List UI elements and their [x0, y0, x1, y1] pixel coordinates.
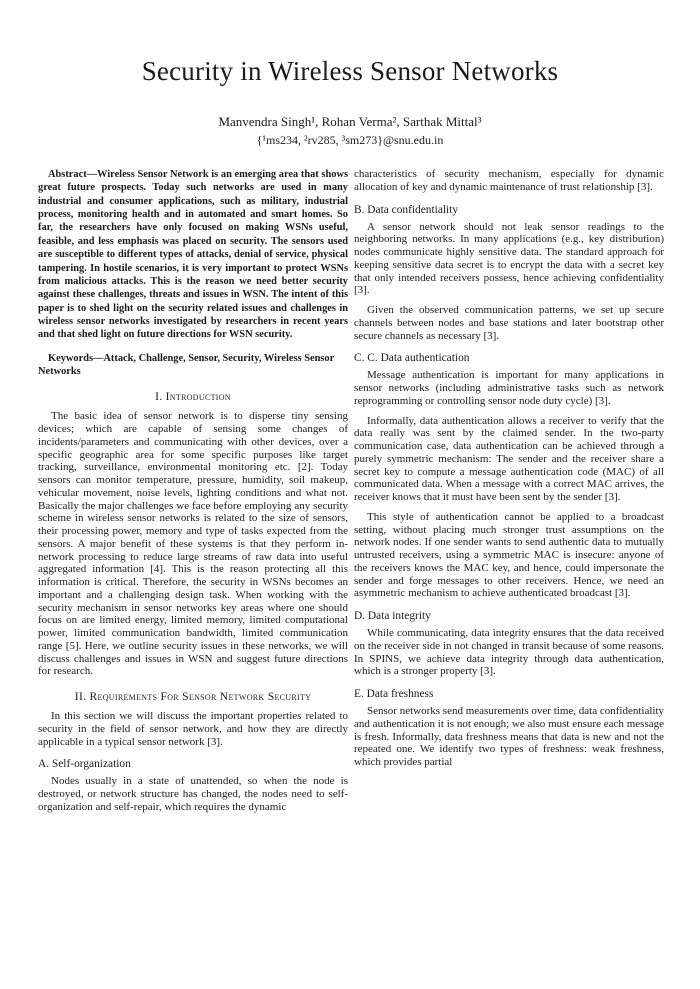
right-column	[354, 168, 664, 821]
data-authentication-paragraph-2: Informally, data authentication allows a receiver to verify that the data really was sent by the claimed sender. In the two-party communication case, data authentication can be achieved through a purely symmetric mechanism: The sender and the receiver share a secret key to compute a message authentication code (MAC) of all communicated data. When a message with a correct MAC arrives, the receiver knows that it must have been sent by the sender [3].	[354, 414, 664, 503]
data-confidentiality-paragraph-1: A sensor network should not leak sensor readings to the neighboring networks. In many applications (e.g., key distribution) nodes communicate highly sensitive data. The standard approach for keeping sensitive data secret is to encrypt the data with a secret key that only intended receivers possess, hence achieving confidentiality [3].	[354, 220, 664, 297]
subsection-heading-data-authentication: C. C. Data authentication	[354, 352, 470, 365]
data-authentication-paragraph-1: Message authentication is important for many applications in sensor networks (including administrative tasks such as network reprogramming or controlling sensor node duty cycle) [3].	[354, 369, 664, 407]
data-confidentiality-paragraph-2: Given the observed communication patterns, we set up secure channels between nodes and base stations and later bootstrap other secure channels as necessary [3].	[354, 304, 664, 342]
abstract-paragraph: Abstract—Wireless Sensor Network is an emerging area that shows great future prospects. Today such networks are used in many industrial and consumer applications, such as military, industrial process, monitoring health and in automated and smart homes. So far, the researchers have only focused on making WSNs useful, feasible, and less emphasis was placed on security. The sensors used are susceptible to different types of attacks, denial of service, physical tampering. In hostile scenarios, it is very important to protect WSNs from malicious attacks. This is the reason we need better security against these challenges, threats and issues in WSN. The intent of this paper is to shed light on the security related issues and challenges in wireless sensor networks investigated by researchers in recent years and that shed light on future directions for WSN security.	[38, 169, 348, 341]
data-freshness-paragraph: Sensor networks send measurements over time, data confidentiality and authentication it is not enough; we also must ensure each message is fresh. Informally, data freshness means that data is new and not the repeated one. We identify two types of freshness: weak freshness, which provides partial	[354, 705, 664, 768]
two-column-body	[38, 168, 664, 821]
subsection-heading-data-integrity: D. Data integrity	[354, 610, 431, 622]
subsection-heading-data-freshness: E. Data freshness	[354, 688, 434, 700]
requirements-intro-paragraph: In this section we will discuss the important properties related to security in the field of sensor network, and how they are directly applicable in a typical sensor network [3].	[38, 710, 348, 748]
section-heading-requirements: II. Requirements For Sensor Network Security	[74, 690, 312, 704]
left-column	[38, 168, 348, 821]
section-heading-introduction: I. Introduction	[155, 390, 231, 404]
emails-line: {¹ms234, ²rv285, ³sm273}@snu.edu.in	[256, 133, 444, 147]
introduction-paragraph: The basic idea of sensor network is to disperse tiny sensing devices; which are capable of sensing some changes of incidents/parameters and communicating with other devices, over a specific geographic area for some specific purposes like target tracking, surveillance, environmental monitoring etc. [2]. Today sensors can monitor temperature, pressure, humidity, soil makeup, vehicular movement, noise levels, lighting conditions and what not. Basically the major challenges we face before employing any security scheme in wireless sensor networks is related to the size of sensors, their processing power, memory and type of tasks expected from the sensors. A major benefit of these systems is that they perform in-network processing to reduce large streams of raw data into useful aggregated information [4]. This is the reason protecting all this information is critical. Therefore, the security in WSNs becomes an important and a challenging design task. When working with the security mechanism in sensor networks key areas where one should focus on are limited energy, limited memory, limited computational power, limited communication bandwidth, limited communication range [5]. Here, we outline security issues in these networks, we will discuss challenges and issues in WSN and suggest future directions for research.	[38, 410, 348, 678]
data-integrity-paragraph: While communicating, data integrity ensures that the data received on the receiver side in not changed in transit because of some reasons. In SPINS, we achieve data integrity through data authentication, which is a stronger property [3].	[354, 627, 664, 678]
data-authentication-paragraph-3: This style of authentication cannot be applied to a broadcast setting, without placing much stronger trust assumptions on the network nodes. If one sender wants to send authentic data to mutually untrusted receivers, using a symmetric MAC is insecure: anyone of the receivers knows the MAC key, and hence, could impersonate the sender and forge messages to other receivers. Hence, we need an asymmetric mechanism to achieve authenticated broadcast [3].	[354, 510, 664, 600]
subsection-heading-data-confidentiality: B. Data confidentiality	[354, 203, 459, 216]
self-organization-paragraph: Nodes usually in a state of unattended, so when the node is destroyed, or network structure has changed, the nodes need to self-organization and self-repair, which requires the dynamic	[38, 775, 348, 813]
keywords-paragraph: Keywords—Attack, Challenge, Sensor, Security, Wireless Sensor Networks	[38, 352, 335, 378]
authors-line: Manvendra Singh¹, Rohan Verma², Sarthak Mittal³	[218, 114, 482, 129]
page-title: Security in Wireless Sensor Networks	[141, 56, 559, 86]
subsection-heading-self-organization: A. Self-organization	[38, 758, 131, 771]
self-organization-continuation-paragraph: characteristics of security mechanism, especially for dynamic allocation of key and dynamic maintenance of trust relationship [3].	[354, 168, 664, 193]
